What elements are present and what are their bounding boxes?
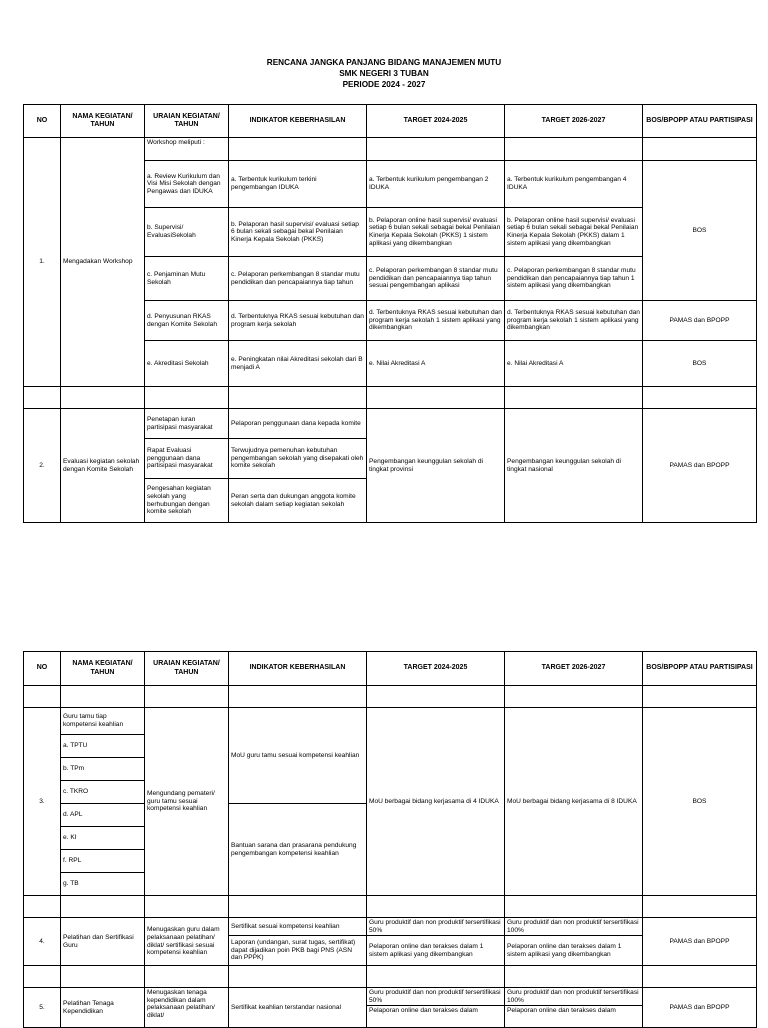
period: PERIODE 2024 - 2027 [342,80,426,89]
indicator: Bantuan sarana dan prasarana pendukung pengembangan kompetensi keahlian [229,804,367,896]
header-nama: NAMA KEGIATAN/ TAHUN [61,652,145,686]
target-2024: Guru produktif dan non produktif tersertifikasi 50% [367,918,505,936]
header-nama: NAMA KEGIATAN/ TAHUN [61,105,145,138]
indicator: Peran serta dan dukungan anggota komite sekolah dalam setiap kegiatan sekolah [229,479,367,523]
document-title: RENCANA JANGKA PANJANG BIDANG MANAJEMEN MUTU [266,58,502,67]
spacer-row [24,387,757,409]
indicator: Laporan (undangan, surat tugas, sertifikat) dapat dijadikan poin PKB bagi PNS (ASN dan PPPK) [229,936,367,966]
indicator: Terwujudnya pemenuhan kebutuhan pengembangan sekolah yang disepakati oleh komite sekolah [229,439,367,479]
spacer-row [24,686,757,708]
table-row [24,138,757,161]
plan-table-page-1 [23,104,757,523]
activity-name: Pelatihan dan Sertifikasi Guru [61,918,145,966]
activity-name: Mengadakan Workshop [61,138,145,387]
target-2024: Pelaporan online dan terakses dalam 1 sistem aplikasi yang dikembangkan [367,936,505,966]
row-number: 1. [24,138,61,387]
program-item: f. RPL [61,850,145,873]
header-uraian: URAIAN KEGIATAN/ TAHUN [145,652,229,686]
indicator: Sertifikat sesuai kompetensi keahlian [229,918,367,936]
activity-detail: Menugaskan tenaga kependidikan dalam pelaksanaan pelatihan/ diklat/ [145,988,229,1028]
header-indikator: INDIKATOR KEBERHASILAN [229,105,367,138]
activity-detail: b. Supervisi/ EvaluasiSekolah [145,208,229,257]
target-2024: a. Terbentuk kurikulum pengembangan 2 IDUKA [367,161,505,208]
funding: PAMAS dan BPOPP [643,918,757,966]
activity-detail: Penetapan iuran partisipasi masyarakat [145,409,229,439]
program-item: g. TB [61,873,145,896]
activity-detail: d. Penyusunan RKAS dengan Komite Sekolah [145,301,229,341]
header-target-1: TARGET 2024-2025 [367,652,505,686]
header-row [24,105,757,138]
activity-name: Evaluasi kegiatan sekolah dengan Komite Sekolah [61,409,145,523]
target-2024: b. Pelaporan online hasil supervisi/ evaluasi setiap 6 bulan sekali sebagai bekal Penilaian Kinerja Kepala Sekolah (PKKS) 1 sistem aplikasi yang dikembangkan [367,208,505,257]
header-bos: BOS/BPOPP ATAU PARTISIPASI [643,652,757,686]
target-2026: Pelaporan online dan terakses dalam [505,1006,643,1028]
indicator: d. Terbentuknya RKAS sesuai kebutuhan dan program kerja sekolah [229,301,367,341]
target-2026: MoU berbagai bidang kerjasama di 8 IDUKA [505,708,643,896]
target-2024: MoU berbagai bidang kerjasama di 4 IDUKA [367,708,505,896]
row-number: 2. [24,409,61,523]
table-row [24,918,757,936]
funding: BOS [643,161,757,301]
activity-detail: Mengundang pemateri/ guru tamu sesuai kompetensi keahlian [145,708,229,896]
spacer-row [24,966,757,988]
target-2026: Guru produktif dan non produktif tersertifikasi 100% [505,988,643,1006]
row-number: 4. [24,918,61,966]
activity-detail: Rapat Evaluasi penggunaan dana partisipasi masyarakat [145,439,229,479]
target-2026: c. Pelaporan perkembangan 8 standar mutu pendidikan dan pencapaiannya tiap tahun 1 sistem aplikasi yang dikembangkan [505,257,643,301]
target-2026: b. Pelaporan online hasil supervisi/ evaluasi setiap 6 bulan sekali sebagai bekal Penilaian Kinerja Kepala Sekolah (PKKS) dalam 1 sistem aplikasi yang dikembangkan [505,208,643,257]
funding: PAMAS dan BPOPP [643,409,757,523]
indicator: MoU guru tamu sesuai kompetensi keahlian [229,708,367,804]
target-2026: d. Terbentuknya RKAS sesuai kebutuhan dan program kerja sekolah 1 sistem aplikasi yang dikembangkan [505,301,643,341]
target-2026: Pelaporan online dan terakses dalam 1 sistem aplikasi yang dikembangkan [505,936,643,966]
indicator: b. Pelaporan hasil supervisi/ evaluasi setiap 6 bulan sekali sebagai bekal Penilaian Kinerja Kepala Sekolah (PKKS) [229,208,367,257]
target-2024: d. Terbentuknya RKAS sesuai kebutuhan dan program kerja sekolah 1 sistem aplikasi yang dikembangkan [367,301,505,341]
header-target-1: TARGET 2024-2025 [367,105,505,138]
header-row [24,652,757,686]
activity-intro: Workshop meliputi : [145,138,229,161]
target-2024: c. Pelaporan perkembangan 8 standar mutu pendidikan dan pencapaiannya tiap tahun sesuai pengembangan aplikasi [367,257,505,301]
activity-detail: Pengesahan kegiatan sekolah yang berhubungan dengan komite sekolah [145,479,229,523]
header-no: NO [24,105,61,138]
program-item: b. TPm [61,758,145,781]
activity-name: Guru tamu tiap kompetensi keahlian [61,708,145,735]
funding: PAMAS dan BPOPP [643,988,757,1028]
spacer-row [24,896,757,918]
activity-detail: c. Penjaminan Mutu Sekolah [145,257,229,301]
indicator: a. Terbentuk kurikulum terkini pengembangan IDUKA [229,161,367,208]
indicator: e. Peningkatan nilai Akreditasi sekolah dari B menjadi A [229,341,367,387]
table-row [24,708,757,735]
program-item: a. TPTU [61,735,145,758]
target-2024: e. Nilai Akreditasi A [367,341,505,387]
target-2024: Pelaporan online dan terakses dalam [367,1006,505,1028]
indicator: Sertifikat keahlian terstandar nasional [229,988,367,1028]
header-uraian: URAIAN KEGIATAN/ TAHUN [145,105,229,138]
row-number: 5. [24,988,61,1028]
target-2026: e. Nilai Akreditasi A [505,341,643,387]
indicator: c. Pelaporan perkembangan 8 standar mutu pendidikan dan pencapaiannya tiap tahun [229,257,367,301]
target-2026: a. Terbentuk kurikulum pengembangan 4 IDUKA [505,161,643,208]
header-target-2: TARGET 2026-2027 [505,652,643,686]
target-2024: Guru produktif dan non produktif tersertifikasi 50% [367,988,505,1006]
funding: PAMAS dan BPOPP [643,301,757,341]
activity-detail: Menugaskan guru dalam pelaksanaan pelatihan/ diklat/ sertifikasi sesuai kompetensi keahlian [145,918,229,966]
header-no: NO [24,652,61,686]
target-2026: Guru produktif dan non produktif tersertifikasi 100% [505,918,643,936]
plan-table-page-2 [23,651,757,1028]
program-item: c. TKRO [61,781,145,804]
activity-detail: a. Review Kurikulum dan Visi Misi Sekolah dengan Pengawas dan IDUKA [145,161,229,208]
table-row [24,988,757,1006]
row-number: 3. [24,708,61,896]
activity-detail: e. Akreditasi Sekolah [145,341,229,387]
target-2026: Pengembangan keunggulan sekolah di tingkat nasional [505,409,643,523]
program-item: e. KI [61,827,145,850]
program-item: d. APL [61,804,145,827]
funding: BOS [643,708,757,896]
header-bos: BOS/BPOPP ATAU PARTISIPASI [643,105,757,138]
header-indikator: INDIKATOR KEBERHASILAN [229,652,367,686]
table-row [24,409,757,439]
indicator: Pelaporan penggunaan dana kepada komite [229,409,367,439]
activity-name: Pelatihan Tenaga Kependidikan [61,988,145,1028]
funding: BOS [643,341,757,387]
school-name: SMK NEGERI 3 TUBAN [339,69,429,78]
target-2024: Pengembangan keunggulan sekolah di tingkat provinsi [367,409,505,523]
header-target-2: TARGET 2026-2027 [505,105,643,138]
